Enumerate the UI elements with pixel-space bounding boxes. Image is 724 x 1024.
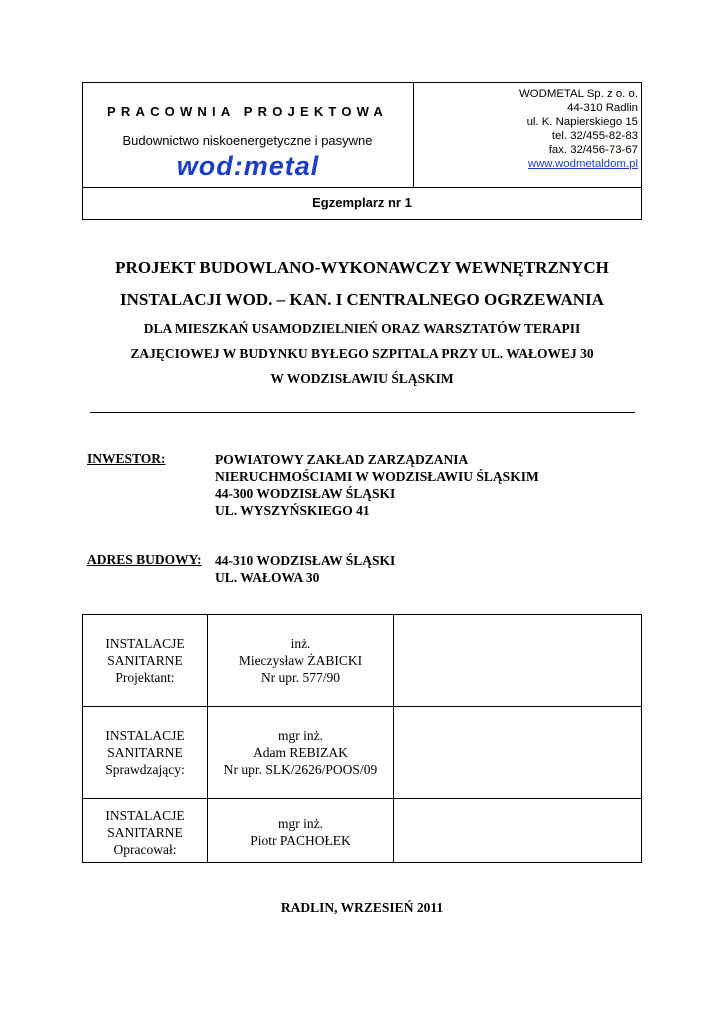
company-name: WODMETAL Sp. z o. o.: [519, 88, 638, 100]
place-date: RADLIN, WRZESIEŃ 2011: [280, 900, 444, 915]
address-line: UL. WAŁOWA 30: [215, 570, 320, 585]
title-line-1: PROJEKT BUDOWLANO-WYKONAWCZY WEWNĘTRZNYCH: [115, 258, 609, 277]
person-line: Nr upr. 577/90: [260, 670, 341, 685]
title-line-2: INSTALACJI WOD. – KAN. I CENTRALNEGO OGRZEWANIA: [120, 290, 604, 309]
person-cell: [208, 615, 394, 707]
document-title: [40, 252, 684, 316]
person-cell: [208, 707, 394, 799]
role-line: Projektant:: [115, 670, 175, 685]
investor-line: UL. WYSZYŃSKIEGO 41: [215, 503, 370, 518]
wodmetal-logo: [163, 151, 333, 181]
signature-cell: [394, 615, 642, 707]
company-website-link[interactable]: www.wodmetaldom.pl: [527, 158, 638, 170]
role-line: Opracował:: [113, 842, 177, 857]
investor-line: POWIATOWY ZAKŁAD ZARZĄDZANIA: [215, 452, 469, 467]
role-line: SANITARNE: [107, 825, 183, 840]
role-cell: [83, 799, 208, 863]
person-line: Mieczysław ŻABICKI: [238, 653, 363, 668]
table-row: [83, 615, 642, 707]
investor-line: NIERUCHMOŚCIAMI W WODZISŁAWIU ŚLĄSKIM: [215, 469, 539, 484]
company-street: ul. K. Napierskiego 15: [526, 116, 638, 128]
header-divider-horizontal: [82, 187, 642, 188]
signature-table: [82, 614, 642, 863]
person-line: mgr inż.: [278, 728, 323, 743]
person-line: Nr upr. SLK/2626/POOS/09: [223, 762, 378, 777]
role-line: INSTALACJE: [105, 728, 185, 743]
subtitle-line-2: ZAJĘCIOWEJ W BUDYNKU BYŁEGO SZPITALA PRZY UL. WAŁOWEJ 30: [130, 346, 594, 361]
copy-number: Egzemplarz nr 1: [312, 195, 412, 210]
role-cell: [83, 707, 208, 799]
address-line: 44-310 WODZISŁAW ŚLĄSKI: [215, 553, 396, 568]
studio-name: PRACOWNIA PROJEKTOWA: [107, 104, 388, 119]
address-details: [215, 552, 395, 586]
role-line: INSTALACJE: [105, 808, 185, 823]
person-cell: [208, 799, 394, 863]
company-phone: tel. 32/455-82-83: [551, 130, 638, 142]
investor-line: 44-300 WODZISŁAW ŚLĄSKI: [215, 486, 396, 501]
person-line: Piotr PACHOŁEK: [250, 833, 351, 848]
person-line: Adam REBIZAK: [253, 745, 348, 760]
table-row: [83, 707, 642, 799]
role-line: SANITARNE: [107, 653, 183, 668]
signature-cell: [394, 799, 642, 863]
company-contact: [414, 87, 638, 171]
person-line: mgr inż.: [278, 816, 323, 831]
subtitle-line-3: W WODZISŁAWIU ŚLĄSKIM: [270, 371, 454, 386]
svg-text:wod:metal: wod:metal: [176, 151, 320, 181]
role-cell: [83, 615, 208, 707]
studio-subtitle: Budownictwo niskoenergetyczne i pasywne: [122, 133, 373, 148]
role-line: SANITARNE: [107, 745, 183, 760]
signature-cell: [394, 707, 642, 799]
company-fax: fax. 32/456-73-67: [548, 144, 638, 156]
role-line: INSTALACJE: [105, 636, 185, 651]
subtitle-line-1: DLA MIESZKAŃ USAMODZIELNIEŃ ORAZ WARSZTATÓW TERAPII: [143, 321, 581, 336]
table-row: [83, 799, 642, 863]
address-label: ADRES BUDOWY:: [87, 552, 202, 567]
document-subtitle: [40, 316, 684, 391]
investor-details: [215, 451, 539, 519]
company-postcode: 44-310 Radlin: [567, 102, 638, 114]
separator-line: [90, 412, 635, 413]
person-line: inż.: [290, 636, 311, 651]
investor-label: INWESTOR:: [87, 451, 166, 466]
role-line: Sprawdzający:: [105, 762, 185, 777]
